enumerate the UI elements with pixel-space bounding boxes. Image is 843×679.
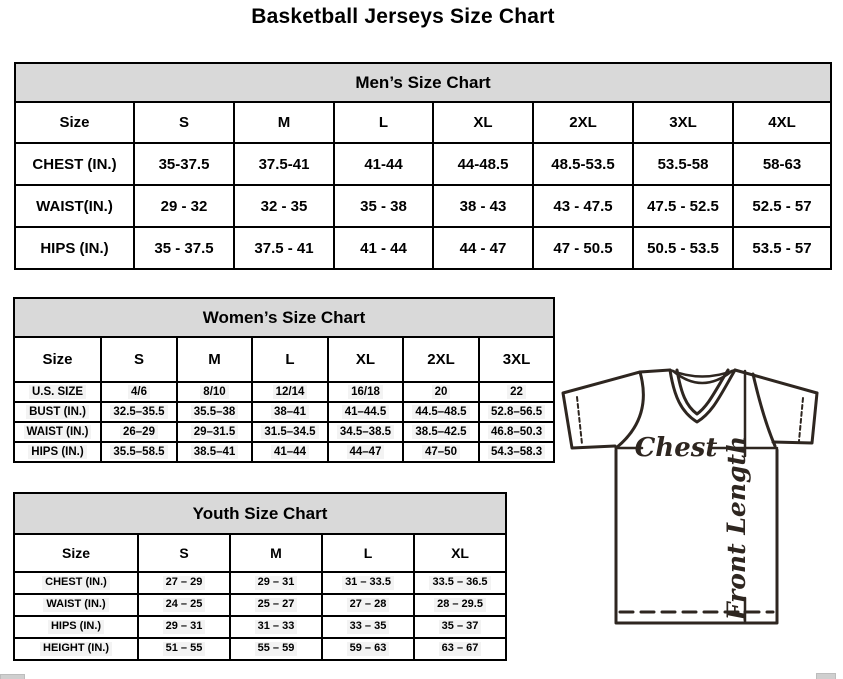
table-cell: 44-48.5: [433, 143, 533, 185]
jersey-right-sleeve: [773, 393, 817, 443]
table-cell: 41 - 44: [334, 227, 433, 269]
row-label: CHEST (IN.): [14, 572, 138, 594]
column-header: S: [101, 337, 177, 382]
table-cell: 32.5–35.5: [101, 402, 177, 422]
column-header: M: [234, 102, 334, 143]
row-label: HIPS (IN.): [14, 616, 138, 638]
table-cell: 20: [403, 382, 479, 402]
jersey-left-cuff-dash: [577, 397, 582, 444]
column-header: S: [134, 102, 234, 143]
table-cell: 38.5–41: [177, 442, 252, 462]
table-cell: 25 – 27: [230, 594, 322, 616]
jersey-body-outline: [616, 450, 777, 623]
row-label: BUST (IN.): [14, 402, 101, 422]
column-header: XL: [414, 534, 506, 572]
table-row: [14, 382, 554, 402]
table-row: [14, 298, 554, 337]
table-cell: 31 – 33: [230, 616, 322, 638]
column-header: XL: [433, 102, 533, 143]
front-length-label: Front Length: [722, 435, 751, 621]
table-row: [15, 227, 831, 269]
table-cell: 27 – 28: [322, 594, 414, 616]
table-row: [15, 102, 831, 143]
table-cell: 22: [479, 382, 554, 402]
mens-size-table: [14, 62, 832, 270]
table-cell: 41–44: [252, 442, 328, 462]
table-cell: 29 – 31: [230, 572, 322, 594]
table-cell: 8/10: [177, 382, 252, 402]
column-header: 4XL: [733, 102, 831, 143]
column-header: Size: [14, 534, 138, 572]
womens-size-table: [13, 297, 555, 463]
table-cell: 24 – 25: [138, 594, 230, 616]
table-row: [14, 422, 554, 442]
table-cell: 33.5 – 36.5: [414, 572, 506, 594]
table-cell: 32 - 35: [234, 185, 334, 227]
table-row: [14, 534, 506, 572]
column-header: Size: [14, 337, 101, 382]
table-cell: 53.5-58: [633, 143, 733, 185]
table-cell: 29 - 32: [134, 185, 234, 227]
table-cell: 35 – 37: [414, 616, 506, 638]
jersey-right-seam: [753, 374, 775, 446]
table-cell: 16/18: [328, 382, 403, 402]
table-cell: 53.5 - 57: [733, 227, 831, 269]
table-cell: 31 – 33.5: [322, 572, 414, 594]
table-row: [14, 402, 554, 422]
table-cell: 55 – 59: [230, 638, 322, 660]
table-cell: 33 – 35: [322, 616, 414, 638]
table-row: [14, 638, 506, 660]
table-cell: 35 - 38: [334, 185, 433, 227]
table-cell: 28 – 29.5: [414, 594, 506, 616]
table-cell: 52.8–56.5: [479, 402, 554, 422]
table-cell: 41–44.5: [328, 402, 403, 422]
table-row: [14, 616, 506, 638]
jersey-left-shoulder: [640, 370, 670, 372]
row-label: U.S. SIZE: [14, 382, 101, 402]
table-cell: 29 – 31: [138, 616, 230, 638]
table-cell: 4/6: [101, 382, 177, 402]
table-cell: 51 – 55: [138, 638, 230, 660]
table-cell: 34.5–38.5: [328, 422, 403, 442]
youth-size-table: [13, 492, 507, 661]
table-cell: 52.5 - 57: [733, 185, 831, 227]
mens-table-title: Men’s Size Chart: [15, 63, 831, 102]
table-row: [14, 572, 506, 594]
table-cell: 31.5–34.5: [252, 422, 328, 442]
row-label: WAIST (IN.): [14, 422, 101, 442]
table-row: [14, 442, 554, 462]
table-cell: 38.5–42.5: [403, 422, 479, 442]
column-header: 3XL: [479, 337, 554, 382]
row-label: HEIGHT (IN.): [14, 638, 138, 660]
jersey-right-shoulder: [735, 370, 817, 393]
column-header: L: [322, 534, 414, 572]
table-cell: 44.5–48.5: [403, 402, 479, 422]
table-cell: 35-37.5: [134, 143, 234, 185]
bottom-right-fragment: [816, 673, 836, 679]
column-header: Size: [15, 102, 134, 143]
table-cell: 50.5 - 53.5: [633, 227, 733, 269]
table-cell: 29–31.5: [177, 422, 252, 442]
column-header: XL: [328, 337, 403, 382]
table-cell: 26–29: [101, 422, 177, 442]
table-cell: 41-44: [334, 143, 433, 185]
table-cell: 44–47: [328, 442, 403, 462]
table-cell: 47 - 50.5: [533, 227, 633, 269]
table-cell: 54.3–58.3: [479, 442, 554, 462]
table-cell: 43 - 47.5: [533, 185, 633, 227]
table-row: [15, 185, 831, 227]
row-label: WAIST(IN.): [15, 185, 134, 227]
table-cell: 46.8–50.3: [479, 422, 554, 442]
table-row: [15, 143, 831, 185]
bottom-left-fragment: [0, 674, 25, 679]
table-cell: 35 - 37.5: [134, 227, 234, 269]
jersey-right-cuff-dash: [799, 398, 803, 441]
page-title: Basketball Jerseys Size Chart: [251, 5, 555, 28]
table-cell: 38–41: [252, 402, 328, 422]
table-cell: 35.5–38: [177, 402, 252, 422]
table-cell: 35.5–58.5: [101, 442, 177, 462]
table-cell: 63 – 67: [414, 638, 506, 660]
table-cell: 58-63: [733, 143, 831, 185]
jersey-diagram: [556, 360, 843, 660]
row-label: HIPS (IN.): [15, 227, 134, 269]
table-cell: 47.5 - 52.5: [633, 185, 733, 227]
column-header: M: [177, 337, 252, 382]
table-row: [14, 594, 506, 616]
table-cell: 44 - 47: [433, 227, 533, 269]
column-header: 2XL: [403, 337, 479, 382]
chest-label: Chest: [634, 433, 718, 463]
youth-table-title: Youth Size Chart: [14, 493, 506, 534]
column-header: M: [230, 534, 322, 572]
table-cell: 47–50: [403, 442, 479, 462]
table-cell: 12/14: [252, 382, 328, 402]
column-header: L: [252, 337, 328, 382]
column-header: 3XL: [633, 102, 733, 143]
row-label: WAIST (IN.): [14, 594, 138, 616]
table-cell: 27 – 29: [138, 572, 230, 594]
table-row: [14, 337, 554, 382]
column-header: S: [138, 534, 230, 572]
table-cell: 59 – 63: [322, 638, 414, 660]
womens-table-title: Women’s Size Chart: [14, 298, 554, 337]
column-header: L: [334, 102, 433, 143]
table-cell: 38 - 43: [433, 185, 533, 227]
row-label: CHEST (IN.): [15, 143, 134, 185]
table-row: [15, 63, 831, 102]
table-cell: 48.5-53.5: [533, 143, 633, 185]
table-row: [14, 493, 506, 534]
table-cell: 37.5-41: [234, 143, 334, 185]
column-header: 2XL: [533, 102, 633, 143]
table-cell: 37.5 - 41: [234, 227, 334, 269]
row-label: HIPS (IN.): [14, 442, 101, 462]
